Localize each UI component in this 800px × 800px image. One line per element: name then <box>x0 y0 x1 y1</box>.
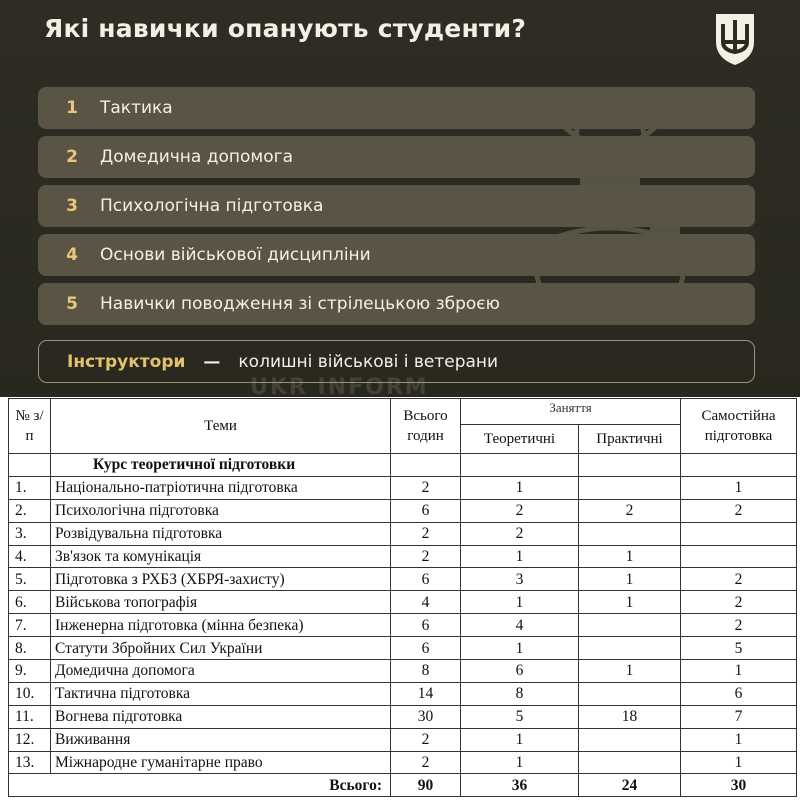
table-row <box>9 591 797 614</box>
row-topic: Психологічна підготовка <box>51 499 391 522</box>
row-self: 2 <box>681 499 797 522</box>
table-row <box>9 476 797 499</box>
row-practice: 1 <box>579 568 681 591</box>
row-num: 5. <box>9 568 51 591</box>
skill-number: 5 <box>66 294 78 314</box>
row-self: 5 <box>681 637 797 660</box>
row-topic: Тактична підготовка <box>51 682 391 705</box>
skill-number: 1 <box>66 98 78 118</box>
row-topic: Розвідувальна підготовка <box>51 522 391 545</box>
table-row <box>9 751 797 774</box>
skill-number: 4 <box>66 245 78 265</box>
header-lessons-label: Заняття <box>549 400 592 415</box>
row-self: 2 <box>681 568 797 591</box>
header-total-hours: Всього годин <box>391 399 461 454</box>
infographic-title: Які навички опанують студенти? <box>44 14 527 43</box>
row-self: 1 <box>681 728 797 751</box>
totals-theory: 36 <box>461 774 579 797</box>
row-total: 6 <box>391 499 461 522</box>
skill-label: Психологічна підготовка <box>100 196 324 216</box>
row-num: 13. <box>9 751 51 774</box>
row-practice: 1 <box>579 591 681 614</box>
totals-hours: 90 <box>391 774 461 797</box>
row-practice <box>579 751 681 774</box>
row-practice <box>579 728 681 751</box>
row-theory: 1 <box>461 591 579 614</box>
skill-label: Домедична допомога <box>100 147 293 167</box>
row-topic: Статути Збройних Сил України <box>51 637 391 660</box>
row-topic: Військова топографія <box>51 591 391 614</box>
row-theory: 1 <box>461 637 579 660</box>
table-row <box>9 499 797 522</box>
header-topic: Теми <box>51 399 391 454</box>
skill-label: Навички поводження зі стрілецькою зброєю <box>100 294 500 314</box>
row-topic: Міжнародне гуманітарне право <box>51 751 391 774</box>
skill-number: 2 <box>66 147 78 167</box>
section-cell <box>461 454 579 477</box>
header-self-study: Самостійна підготовка <box>681 399 797 454</box>
row-theory: 8 <box>461 682 579 705</box>
row-self <box>681 522 797 545</box>
row-theory: 1 <box>461 728 579 751</box>
row-total: 30 <box>391 705 461 728</box>
row-total: 6 <box>391 614 461 637</box>
row-practice <box>579 476 681 499</box>
table-row <box>9 568 797 591</box>
section-title: Курс теоретичної підготовки <box>51 454 391 477</box>
row-num: 3. <box>9 522 51 545</box>
row-topic: Інженерна підготовка (мінна безпека) <box>51 614 391 637</box>
totals-practice: 24 <box>579 774 681 797</box>
row-self: 7 <box>681 705 797 728</box>
row-theory: 5 <box>461 705 579 728</box>
row-topic: Підготовка з РХБЗ (ХБРЯ-захисту) <box>51 568 391 591</box>
row-total: 2 <box>391 545 461 568</box>
row-topic: Національно-патріотична підготовка <box>51 476 391 499</box>
skill-item-3 <box>38 185 755 227</box>
section-num-cell <box>9 454 51 477</box>
row-self: 6 <box>681 682 797 705</box>
table-row <box>9 545 797 568</box>
skill-label: Тактика <box>100 98 173 118</box>
totals-row <box>9 774 797 797</box>
row-total: 6 <box>391 637 461 660</box>
row-num: 8. <box>9 637 51 660</box>
skill-item-2 <box>38 136 755 178</box>
row-total: 2 <box>391 476 461 499</box>
row-theory: 1 <box>461 476 579 499</box>
row-total: 2 <box>391 728 461 751</box>
section-row <box>9 454 797 477</box>
table-row <box>9 637 797 660</box>
row-practice: 2 <box>579 499 681 522</box>
row-topic: Виживання <box>51 728 391 751</box>
row-total: 2 <box>391 751 461 774</box>
instructors-label: Інструктори <box>67 351 186 372</box>
curriculum-table <box>8 398 797 797</box>
row-total: 8 <box>391 660 461 683</box>
section-cell <box>391 454 461 477</box>
row-num: 7. <box>9 614 51 637</box>
row-theory: 4 <box>461 614 579 637</box>
row-theory: 2 <box>461 499 579 522</box>
row-theory: 1 <box>461 751 579 774</box>
row-num: 9. <box>9 660 51 683</box>
header-theory: Теоретичні <box>461 425 579 454</box>
instructors-value: колишні військові і ветерани <box>238 351 499 372</box>
table-row <box>9 660 797 683</box>
row-practice <box>579 522 681 545</box>
table-row <box>9 728 797 751</box>
skill-label: Основи військової дисципліни <box>100 245 371 265</box>
row-self: 1 <box>681 476 797 499</box>
skill-item-5 <box>38 283 755 325</box>
section-cell <box>579 454 681 477</box>
header-num: № з/п <box>9 399 51 454</box>
curriculum-table-wrapper <box>8 398 796 797</box>
row-practice: 1 <box>579 660 681 683</box>
trident-shield-icon <box>712 12 758 66</box>
header-practice: Практичні <box>579 425 681 454</box>
skill-item-1 <box>38 87 755 129</box>
row-theory: 1 <box>461 545 579 568</box>
watermark-bottom: UKR INFORM <box>250 375 429 397</box>
section-cell <box>681 454 797 477</box>
row-theory: 2 <box>461 522 579 545</box>
row-self: 1 <box>681 660 797 683</box>
row-num: 6. <box>9 591 51 614</box>
row-total: 14 <box>391 682 461 705</box>
row-total: 2 <box>391 522 461 545</box>
row-total: 6 <box>391 568 461 591</box>
table-header-row <box>9 399 797 425</box>
table-row <box>9 522 797 545</box>
table-row <box>9 682 797 705</box>
row-topic: Зв'язок та комунікація <box>51 545 391 568</box>
row-practice: 1 <box>579 545 681 568</box>
row-num: 1. <box>9 476 51 499</box>
instructors-banner <box>38 340 755 383</box>
row-practice <box>579 682 681 705</box>
skill-item-4 <box>38 234 755 276</box>
row-self: 2 <box>681 591 797 614</box>
row-self: 1 <box>681 751 797 774</box>
row-num: 2. <box>9 499 51 522</box>
row-num: 10. <box>9 682 51 705</box>
row-theory: 3 <box>461 568 579 591</box>
row-num: 4. <box>9 545 51 568</box>
table-row <box>9 705 797 728</box>
header-lessons <box>461 399 681 425</box>
row-topic: Вогнева підготовка <box>51 705 391 728</box>
table-row <box>9 614 797 637</box>
totals-label: Всього: <box>9 774 391 797</box>
instructors-dash: — <box>203 351 221 372</box>
row-theory: 6 <box>461 660 579 683</box>
row-topic: Домедична допомога <box>51 660 391 683</box>
skill-number: 3 <box>66 196 78 216</box>
row-practice <box>579 637 681 660</box>
row-self <box>681 545 797 568</box>
row-practice <box>579 614 681 637</box>
row-practice: 18 <box>579 705 681 728</box>
totals-self: 30 <box>681 774 797 797</box>
row-num: 12. <box>9 728 51 751</box>
row-self: 2 <box>681 614 797 637</box>
row-total: 4 <box>391 591 461 614</box>
skills-infographic <box>0 0 800 397</box>
row-num: 11. <box>9 705 51 728</box>
